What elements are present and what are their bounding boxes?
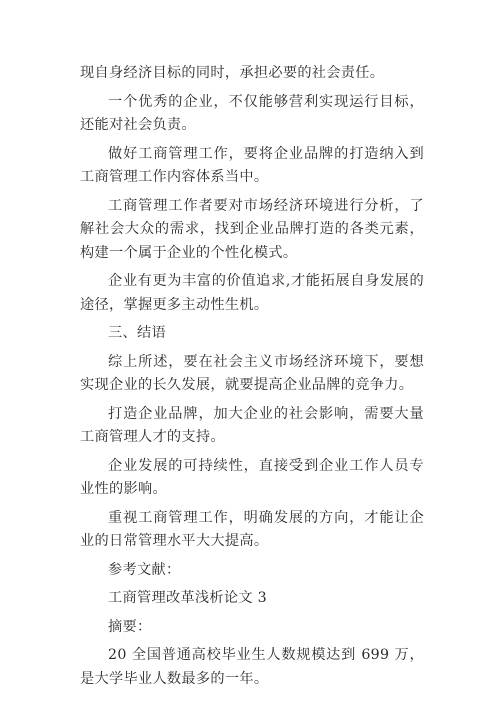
paragraph: 20 全国普通高校毕业生人数规模达到 699 万，是大学毕业人数最多的一年。 <box>80 647 424 687</box>
paragraph: 综上所述，要在社会主义市场经济环境下，要想实现企业的长久发展，就要提高企业品牌的竞争力。 <box>80 353 424 393</box>
references-heading: 参考文献： <box>108 561 181 578</box>
paragraph: 工商管理工作者要对市场经济环境进行分析，了解社会大众的需求，找到企业品牌打造的各类元素，构建一个属于企业的个性化模式。 <box>80 197 424 261</box>
paragraph: 企业发展的可持续性，直接受到企业工作人员专业性的影响。 <box>80 457 424 497</box>
document-body <box>80 62 424 696</box>
paragraph: 企业有更为丰富的价值追求,才能拓展自身发展的途径，掌握更多主动性生机。 <box>80 273 424 313</box>
section-heading-conclusion: 三、结语 <box>108 325 166 341</box>
paragraph: 一个优秀的企业，不仅能够营利实现运行目标，还能对社会负责。 <box>80 93 424 133</box>
paragraph: 打造企业品牌，加大企业的社会影响，需要大量工商管理人才的支持。 <box>80 405 424 445</box>
paragraph-continuation: 现自身经济目标的同时，承担必要的社会责任。 <box>80 65 385 81</box>
paragraph: 重视工商管理工作，明确发展的方向，才能让企业的日常管理水平大大提高。 <box>80 509 424 549</box>
paragraph: 做好工商管理工作，要将企业品牌的打造纳入到工商管理工作内容体系当中。 <box>80 145 424 185</box>
abstract-heading: 摘要： <box>108 618 152 635</box>
article-title: 工商管理改革浅析论文 3 <box>108 590 268 606</box>
